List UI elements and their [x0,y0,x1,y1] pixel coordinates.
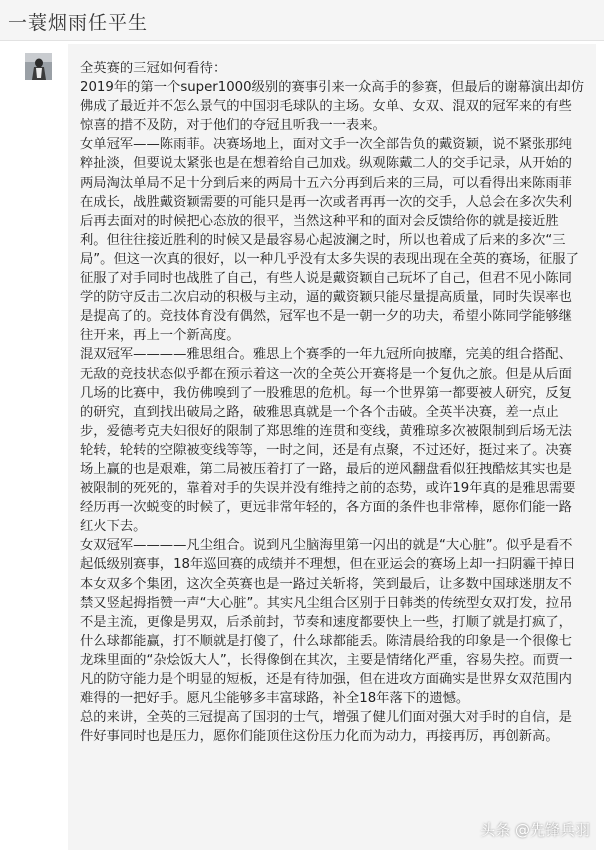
post-paragraph: 女单冠军——陈雨菲。决赛场地上，面对文手一次全部告负的戴资颖，说不紧张那纯粹扯淡，但要说太紧张也是在想着给自己加戏。纵观陈戴二人的交手记录，从开始的两局淘汰单局不足十分到后来的两局十五六分再到后来的三局，可以看得出来陈雨菲在成长，战胜戴资颖需要的可能只是再一次或者再再一次的交手，人总会在多次失利后再去面对的时候把心态放的很平，当然这种平和的面对会反馈给你的就是接近胜利。但往往接近胜利的时候又是最容易心起波澜之时，所以也着成了后来的多次“三局”。但这一次真的很好，以一种几乎没有太多失误的表现出现在全英的赛场，征服了征服了对手同时也战胜了自己，有些人说是戴资颖自己玩坏了自己，但君不见小陈同学的防守反击二次启动的积极与主动，逼的戴资颖只能尽量提高质量，同时失误率也是提高了的。竞技体育没有偶然，冠军也不是一朝一夕的功夫，希望小陈同学能够继往开来，再上一个新高度。 [80,137,579,344]
avatar[interactable] [25,53,52,80]
post-heading: 全英赛的三冠如何看待： [80,61,227,76]
post-paragraph: 总的来讲，全英的三冠提高了国羽的士气，增强了健儿们面对强大对手时的自信，是件好事同时也是压力，愿你们能顶住这份压力化而为动力，再接再厉，再创新高。 [80,710,572,745]
post-paragraph: 女双冠军————凡尘组合。说到凡尘脑海里第一闪出的就是“大心脏”。似乎是看不起低级别赛事，18年巡回赛的成绩并不理想，但在亚运会的赛场上却一扫阴霾干掉日本女双多个集团，这次全英赛也是一路过关斩将，笑到最后，让多数中国球迷朋友不禁又竖起拇指赞一声“大心脏”。其实凡尘组合区别于日韩类的传统型女双打发，拉吊不是主流，更像是男双，后杀前封，节奏和速度都要快上一些，打顺了就是打疯了，什么球都能赢，打不顺就是打傻了，什么球都能丢。陈清晨给我的印象是一个很像七龙珠里面的“杂烩饭大人”，长得像倒在其次，主要是情绪化严重，容易失控。而贾一凡的防守能力是个明显的短板，还是有待加强，但在进攻方面确实是世界女双范围内难得的一把好手。愿凡尘能够多丰富球路，补全18年落下的遗憾。 [80,538,576,707]
page-title: 一蓑烟雨任平生 [8,12,149,34]
post-content [80,59,585,746]
avatar-figure-icon [25,53,52,80]
watermark: 头条 @先锋兵羽 [480,821,590,839]
post-paragraph: 混双冠军————雅思组合。雅思上个赛季的一年九冠所向披靡，完美的组合搭配、无敌的竞技状态似乎都在预示着这一次的全英公开赛将是一个复仇之旅。但是从后面几场的比赛中，我仿佛嗅到了一股雅思的危机。每一个世界第一都要被人研究，反复的研究，直到找出破局之路，破雅思真就是一个各个击破。全英半决赛，差一点止步，爱德考克夫妇很好的限制了郑思维的连贯和变线，黄雅琼多次被限制到后场无法轮转，轮转的空隙被变线等等，一时之间，还是有点聚，不过还好，挺过来了。决赛场上赢的也是艰难，第二局被压着打了一路，最后的逆风翻盘看似狂拽酷炫其实也是被限制的死死的，靠着对手的失误并没有维持之前的态势，或许19年真的是雅思需要经历再一次蜕变的时候了，更远非常年轻的，各方面的条件也非常棒，愿你们能一路红火下去。 [80,347,576,535]
post-paragraph: 2019年的第一个super1000级别的赛事引来一众高手的参赛，但最后的谢幕演出却仿佛成了最近并不怎么景气的中国羽毛球队的主场。女单、女双、混双的冠军来的有些惊喜的措不及防，对于他们的夺冠且听我一一表来。 [80,80,585,134]
page-header [0,0,604,41]
